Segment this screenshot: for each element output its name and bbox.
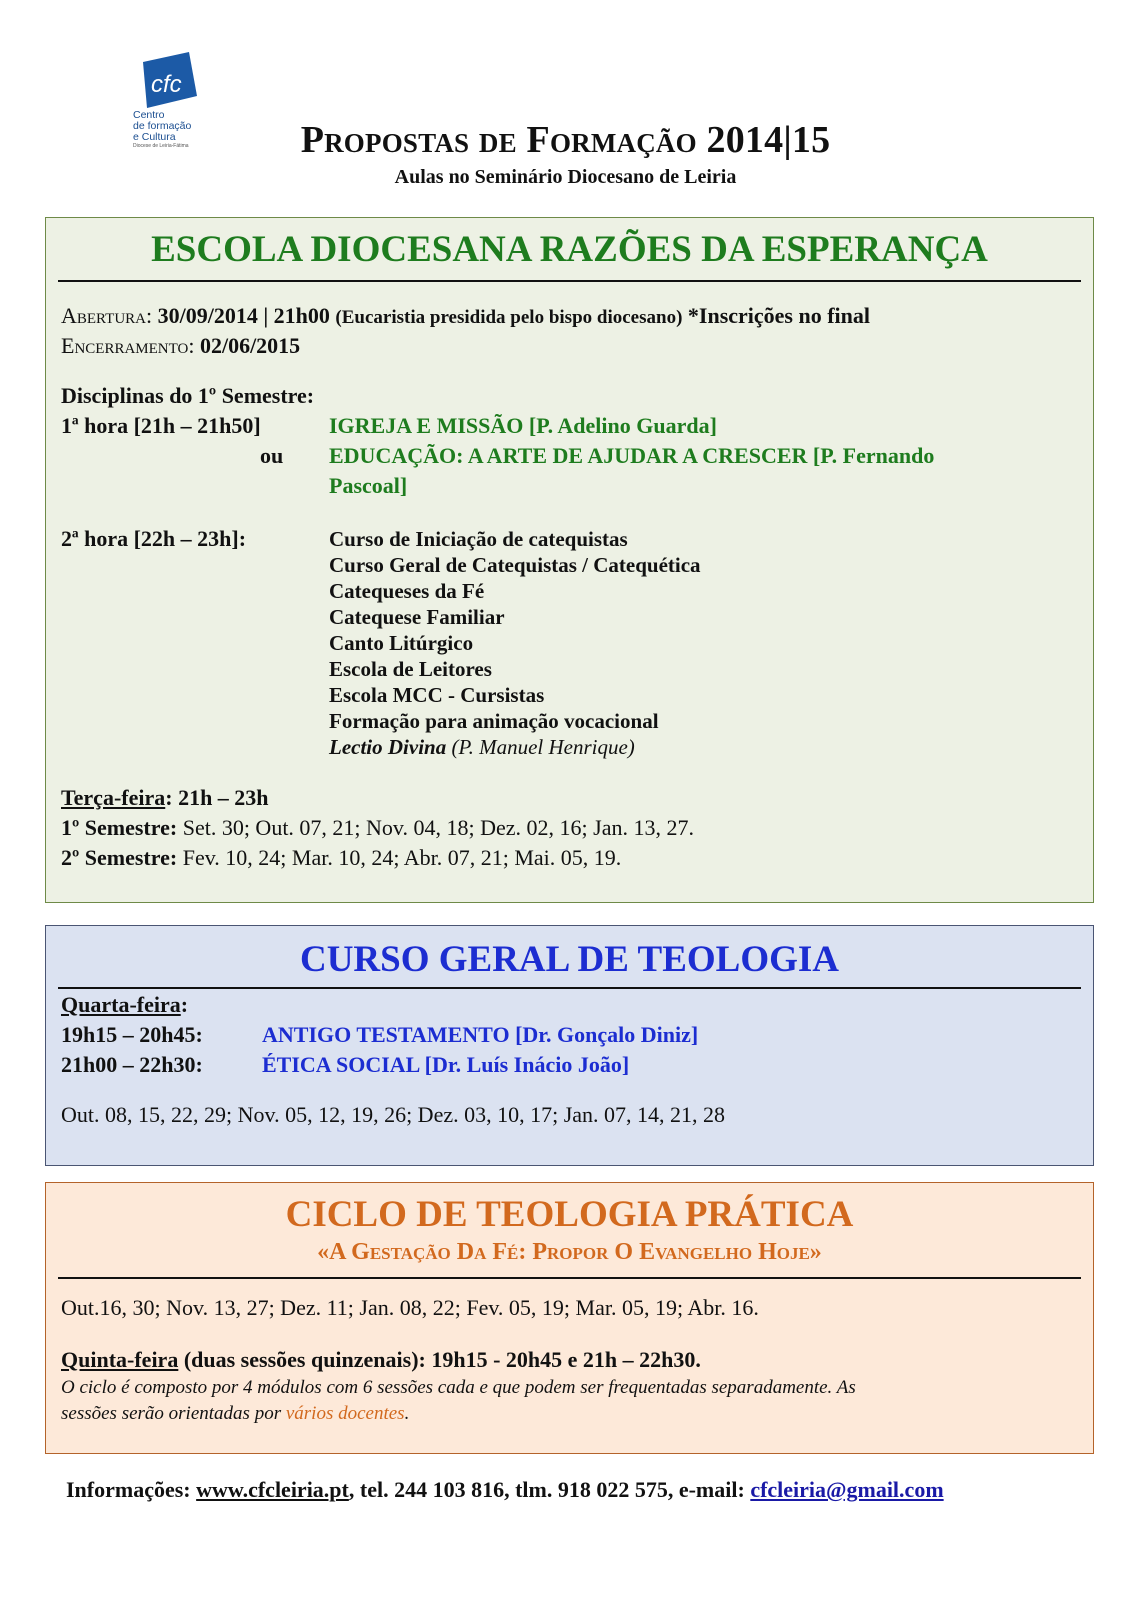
cfc-logo-mark [133,52,197,108]
ciclo-note-line1: O ciclo é composto por 4 módulos com 6 sessões cada e que podem ser frequentadas separadamente. As [61,1377,856,1398]
hora2-label: 2ª hora [22h – 23h]: [61,526,247,551]
ciclo-divider [58,1277,1081,1279]
escola-title: ESCOLA DIOCESANA RAZÕES DA ESPERANÇA [151,229,988,270]
ciclo-dates: Out.16, 30; Nov. 13, 27; Dez. 11; Jan. 08, 22; Fev. 05, 19; Mar. 05, 19; Abr. 16. [61,1295,759,1320]
footer-contacts [66,1477,944,1503]
course-item: Curso de Iniciação de catequistas [329,527,628,551]
course-item: Formação para animação vocacional [329,709,659,733]
teologia-dates: Out. 08, 15, 22, 29; Nov. 05, 12, 19, 26; Dez. 03, 10, 17; Jan. 07, 14, 21, 28 [61,1102,726,1127]
escola-section [45,217,1094,903]
phone-info: , tel. 244 103 816, tlm. 918 022 575, e-mail: [348,1477,745,1502]
course-item: Curso Geral de Catequistas / Catequética [329,553,701,577]
ciclo-title: CICLO DE TEOLOGIA PRÁTICA [285,1194,854,1235]
hora1-label: 1ª hora [21h – 21h50] [61,413,261,438]
cfc-logo-text: Centro de formação e Cultura Diocese de Leiria-Fátima [133,109,192,149]
course-item: Canto Litúrgico [329,631,474,655]
slot2-time: 21h00 – 22h30: [61,1052,203,1077]
course-item: Escola MCC - Cursistas [329,683,545,707]
ciclo-subtitle: «A Gestação Da Fé: Propor O Evangelho Hoje» [317,1239,822,1265]
footer-label: Informações: [66,1477,191,1502]
disciplinas-heading: Disciplinas do 1º Semestre: [61,383,315,408]
course-etica-social: ÉTICA SOCIAL [Dr. Luís Inácio João] [262,1052,630,1077]
course-antigo-testamento: ANTIGO TESTAMENTO [Dr. Gonçalo Diniz] [262,1022,699,1047]
course-item: Escola de Leitores [329,657,492,681]
semester1-dates: 1º Semestre: Set. 30; Out. 07, 21; Nov. 04, 18; Dez. 02, 16; Jan. 13, 27. [61,815,694,840]
website-link[interactable]: www.cfcleiria.pt [196,1477,349,1502]
teologia-section [45,925,1094,1166]
ciclo-note-line2: sessões serão orientadas por vários docentes. [61,1403,410,1424]
course-item: Catequese Familiar [329,605,505,629]
thursday-line: Quinta-feira (duas sessões quinzenais): 19h15 - 20h45 e 21h – 22h30. [61,1347,701,1372]
ciclo-section [45,1182,1094,1454]
escola-divider [58,280,1081,282]
course-igreja-missao: IGREJA E MISSÃO [P. Adelino Guarda] [329,413,717,438]
page-title: Propostas de Formação 2014|15 [300,119,831,161]
or-label: ou [260,443,284,468]
email-link[interactable]: cfcleiria@gmail.com [750,1477,944,1502]
svg-text:cfc: cfc [151,71,182,98]
semester2-dates: 2º Semestre: Fev. 10, 24; Mar. 10, 24; Abr. 07, 21; Mai. 05, 19. [61,845,622,870]
teologia-divider [58,987,1081,989]
slot1-time: 19h15 – 20h45: [61,1022,203,1047]
page-subtitle: Aulas no Seminário Diocesano de Leiria [394,166,737,188]
encerramento-line: Encerramento: 02/06/2015 [61,333,301,358]
course-educacao: EDUCAÇÃO: A ARTE DE AJUDAR A CRESCER [P. Fernando [329,443,935,468]
course-item: Catequeses da Fé [329,579,485,603]
wednesday-label: Quarta-feira: [61,992,189,1017]
abertura-line: Abertura: 30/09/2014 | 21h00 (Eucaristia presidida pelo bispo diocesano) *Inscrições no final [61,303,871,328]
course-item-lectio: Lectio Divina (P. Manuel Henrique) [329,735,635,759]
tuesday-line: Terça-feira: 21h – 23h [61,785,269,810]
teologia-title: CURSO GERAL DE TEOLOGIA [299,939,840,980]
course-educacao-cont: Pascoal] [329,473,408,498]
